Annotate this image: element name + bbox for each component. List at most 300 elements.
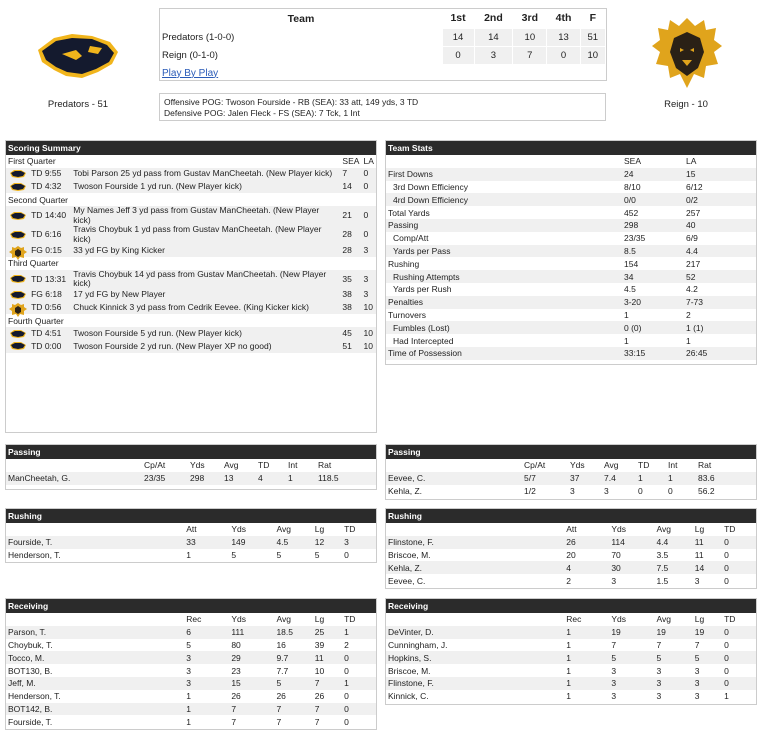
passing-col-header: TD: [258, 460, 270, 471]
play-time: 6:18: [45, 289, 62, 300]
team-stat-la: 7-73: [684, 296, 756, 309]
rushing-player-row: [386, 574, 756, 587]
receiving-stat-cell: 39: [314, 639, 325, 650]
scoreboard-row-away: [160, 46, 606, 64]
team-stat-la: 52: [684, 270, 756, 283]
play-type: FG: [31, 289, 43, 300]
receiving-stat-cell: 5: [274, 677, 312, 690]
play-type-time: [29, 270, 71, 289]
receiving-stat-cell: 3: [693, 677, 722, 690]
team-stat-sea: 8.5: [622, 245, 684, 258]
team-stat-la: 6/9: [686, 233, 698, 244]
receiving-player-row: [386, 626, 756, 639]
team-stats-table: [386, 155, 756, 360]
receiving-col-header: Rec: [186, 614, 202, 625]
offensive-pog: Offensive POG: Twoson Fourside - RB (SEA): 33 att, 149 yds, 3 TD: [164, 97, 419, 107]
passing-stat-cell: 4: [256, 472, 286, 485]
play-sea-score: 38: [340, 302, 361, 315]
receiving-stat-cell: 3: [656, 691, 662, 702]
receiving-stat-cell: 18.5: [274, 626, 312, 639]
rushing-home-table: [6, 523, 376, 561]
receiving-stat-cell: 1: [566, 639, 571, 650]
receiving-away-panel: [385, 598, 757, 705]
play-description: Twoson Fourside 5 yd run. (New Player kick): [71, 327, 340, 340]
player-name: Eevee, C.: [386, 472, 522, 485]
team-stat-la: 217: [686, 258, 701, 269]
receiving-stat-cell: 1: [564, 651, 609, 664]
player-name: Fourside, T.: [6, 536, 184, 549]
rushing-col-header: Yds: [611, 524, 626, 535]
play-type-time: [29, 206, 71, 225]
receiving-col-header: Lg: [314, 614, 325, 625]
rushing-stat-cell: 114: [609, 536, 654, 549]
team-stat-la: 26:45: [684, 347, 756, 360]
team-icon-cell: [6, 244, 29, 257]
rushing-stat-cell: 0: [722, 536, 756, 549]
team-stat-row: [386, 168, 756, 181]
receiving-stat-cell: 25: [313, 626, 342, 639]
play-time: 4:32: [44, 181, 62, 192]
play-la-score: 10: [362, 302, 377, 315]
receiving-player-row: [6, 690, 376, 703]
passing-home-title: Passing: [6, 445, 376, 459]
rushing-col-header: TD: [344, 524, 356, 535]
rushing-stat-cell: 5: [314, 549, 320, 560]
receiving-stat-cell: 19: [609, 626, 654, 639]
play-la-score: 10: [362, 340, 377, 353]
receiving-stat-cell: 0: [722, 651, 756, 664]
team-icon-cell: [6, 302, 29, 315]
receiving-stat-cell: 80: [231, 639, 241, 650]
player-name: ManCheetah, G.: [6, 472, 142, 485]
receiving-stat-cell: 0: [344, 691, 349, 702]
passing-stat-cell: 37: [568, 472, 602, 485]
receiving-stat-cell: 7: [274, 703, 312, 716]
team-stat-sea: 1: [624, 335, 629, 346]
receiving-header-row: [386, 613, 756, 626]
team-stat-la: 15: [684, 168, 756, 181]
rushing-stat-cell: 12: [313, 536, 342, 549]
team-stat-row: [386, 193, 756, 206]
passing-stat-cell: 1/2: [524, 485, 536, 496]
receiving-col-header: Rec: [566, 614, 582, 625]
passing-col-header: TD: [638, 460, 650, 471]
receiving-player-row: [6, 639, 376, 652]
passing-away-table: [386, 459, 756, 497]
play-type-time: [29, 302, 71, 315]
scoring-summary-table: [6, 155, 376, 353]
play-type-time: [29, 181, 71, 194]
scoreboard-cell: 10: [513, 28, 547, 46]
team-stat-sea: 23/35: [624, 233, 646, 244]
play-la-score: 10: [362, 327, 377, 340]
team-stat-sea: 0/0: [622, 193, 684, 206]
team-stat-label: Penalties: [386, 296, 622, 309]
player-name: BOT142, B.: [6, 703, 184, 716]
rushing-stat-cell: 0: [724, 575, 729, 586]
receiving-home-title: Receiving: [6, 599, 376, 613]
rushing-header-row: [6, 523, 376, 536]
rushing-col-header: Avg: [276, 524, 291, 535]
team-icon-cell: [6, 168, 29, 181]
rushing-stat-cell: 149: [229, 536, 274, 549]
rushing-col-header: Yds: [231, 524, 246, 535]
rushing-stat-cell: 4: [564, 561, 609, 574]
team-stat-la: 2: [686, 309, 691, 320]
rushing-col-header: Att: [186, 524, 197, 535]
play-sea-score: 21: [340, 206, 361, 225]
receiving-player-row: [6, 626, 376, 639]
receiving-col-header: TD: [344, 614, 356, 625]
play-description: 33 yd FG by King Kicker: [71, 244, 340, 257]
team-stat-sea: 33:15: [622, 347, 684, 360]
rushing-stat-cell: 26: [564, 536, 609, 549]
receiving-stat-cell: 1: [186, 691, 191, 702]
play-by-play-link[interactable]: Play By Play: [162, 67, 219, 79]
passing-header-row: [6, 459, 376, 472]
scoreboard-cell: 51: [580, 28, 605, 46]
passing-header-row: [386, 459, 756, 472]
play-time: 0:56: [44, 302, 62, 313]
team-stat-label: First Downs: [386, 168, 622, 181]
receiving-stat-cell: 0: [724, 639, 729, 650]
scoreboard-header-team: Team: [287, 12, 315, 25]
play-description: Chuck Kinnick 3 yd pass from Cedrik Eevee. (King Kicker kick): [71, 302, 340, 315]
receiving-stat-cell: 29: [229, 651, 274, 664]
team-stat-sea: 1: [624, 309, 629, 320]
receiving-player-row: [386, 651, 756, 664]
scoreboard-cell: 10: [580, 46, 605, 64]
receiving-stat-cell: 2: [344, 639, 349, 650]
rushing-col-header: Lg: [694, 524, 705, 535]
play-sea-score: 28: [340, 225, 361, 244]
rushing-col-header: Lg: [314, 524, 325, 535]
play-type-time: [29, 289, 71, 302]
team-stat-sea: 298: [622, 219, 684, 232]
scoreboard-header-3rd: 3rd: [521, 12, 538, 25]
panther-logo-icon: [9, 169, 27, 179]
rushing-stat-cell: 3: [694, 575, 700, 586]
receiving-stat-cell: 3: [609, 677, 654, 690]
scoreboard-cell: 3: [474, 46, 513, 64]
receiving-player-row: [6, 703, 376, 716]
defensive-pog: Defensive POG: Jalen Fleck - FS (SEA): 7 Tck, 1 Int: [164, 108, 360, 118]
play-description: 17 yd FG by New Player: [71, 289, 340, 302]
play-time: 4:51: [44, 327, 62, 338]
quarter-header-row: [6, 155, 376, 168]
scoring-play-row: [6, 181, 376, 194]
rushing-header-row: [386, 523, 756, 536]
player-name: Cunningham, J.: [388, 639, 448, 650]
scoring-play-row: [6, 168, 376, 181]
receiving-stat-cell: 5: [693, 651, 722, 664]
passing-home-panel: [5, 444, 377, 490]
player-name: Briscoe, M.: [388, 549, 431, 560]
team-stat-label: Turnovers: [388, 309, 426, 320]
receiving-player-row: [6, 677, 376, 690]
rushing-player-row: [6, 536, 376, 549]
receiving-stat-cell: 5: [186, 639, 191, 650]
team-stat-sea: 8/10: [624, 181, 641, 192]
scoreboard-cell: 13: [547, 28, 580, 46]
play-type: TD: [31, 302, 43, 313]
receiving-player-row: [386, 639, 756, 652]
rushing-stat-cell: 1.5: [656, 575, 669, 586]
play-sea-score: 35: [340, 270, 361, 289]
team-stat-row: [386, 181, 756, 194]
receiving-col-header: Avg: [276, 614, 291, 625]
receiving-stat-cell: 1: [342, 677, 376, 690]
panther-logo-icon: [9, 274, 27, 284]
team-stat-row: [386, 257, 756, 270]
rushing-player-row: [386, 561, 756, 574]
rushing-stat-cell: 14: [693, 561, 722, 574]
col-la-header: LA: [686, 156, 697, 167]
passing-col-header: Avg: [224, 460, 239, 471]
team-icon-cell: [6, 225, 29, 244]
play-la-score: 0: [362, 225, 377, 244]
team-icon-cell: [6, 270, 29, 289]
team-stat-label: Rushing: [388, 258, 420, 269]
receiving-player-row: [386, 677, 756, 690]
player-name: Eevee, C.: [388, 575, 426, 586]
receiving-stat-cell: 1: [184, 703, 229, 716]
team-stat-label: Total Yards: [388, 207, 430, 218]
team-stats-panel: [385, 140, 757, 365]
player-name: Hopkins, S.: [386, 651, 564, 664]
scoring-play-row: [6, 270, 376, 289]
passing-col-header: Int: [288, 460, 298, 471]
receiving-stat-cell: 1: [724, 691, 729, 702]
player-name: Jeff, M.: [6, 677, 184, 690]
rushing-stat-cell: 0: [724, 549, 729, 560]
play-description: Twoson Fourside 2 yd run. (New Player XP no good): [71, 340, 340, 353]
play-sea-score: 14: [340, 181, 361, 194]
play-description: Travis Choybuk 1 yd pass from Gustav ManCheetah. (New Player kick): [71, 225, 340, 244]
receiving-player-row: [6, 664, 376, 677]
panther-logo-icon: [9, 211, 27, 221]
play-time: 6:16: [44, 228, 62, 239]
rushing-player-row: [6, 549, 376, 562]
play-type: TD: [31, 228, 43, 239]
receiving-col-header: TD: [724, 614, 736, 625]
rushing-stat-cell: 2: [566, 575, 571, 586]
passing-stat-cell: 7.4: [602, 472, 636, 485]
play-la-score: 0: [362, 181, 377, 194]
receiving-stat-cell: 5: [609, 651, 654, 664]
scoring-play-row: [6, 327, 376, 340]
lion-logo-icon: [9, 246, 27, 256]
receiving-stat-cell: 3: [611, 691, 617, 702]
play-type: TD: [31, 209, 43, 220]
scoring-summary-title: Scoring Summary: [6, 141, 376, 155]
team-stat-row: [386, 334, 756, 347]
team-stat-la: 1: [686, 335, 691, 346]
rushing-stat-cell: 4.4: [654, 536, 692, 549]
team-stat-label: Yards per Rush: [393, 284, 452, 295]
team-stat-label: Fumbles (Lost): [386, 321, 622, 334]
passing-col-header: Cp/At: [524, 460, 546, 471]
team-icon-cell: [6, 181, 29, 194]
play-type-time: [29, 168, 71, 181]
passing-col-header: Rat: [698, 460, 712, 471]
rushing-col-header: Avg: [656, 524, 671, 535]
player-name: Henderson, T.: [8, 549, 61, 560]
passing-stat-cell: 3: [570, 485, 575, 496]
receiving-away-table: [386, 613, 756, 703]
passing-stat-cell: 1: [666, 472, 696, 485]
receiving-stat-cell: 1: [566, 691, 571, 702]
team-stat-row: [386, 309, 756, 322]
receiving-stat-cell: 19: [654, 626, 692, 639]
scoreboard-row-home: [160, 28, 606, 46]
passing-stat-cell: 1: [286, 472, 316, 485]
team-icon-cell: [6, 206, 29, 225]
play-description: My Names Jeff 3 yd pass from Gustav ManCheetah. (New Player kick): [71, 206, 340, 225]
rushing-stat-cell: 33: [184, 536, 229, 549]
passing-col-header: Avg: [604, 460, 619, 471]
rushing-away-panel: [385, 508, 757, 589]
receiving-player-row: [6, 715, 376, 728]
team-stat-row: [386, 321, 756, 334]
team-stat-label: Had Intercepted: [393, 335, 454, 346]
receiving-stat-cell: 0: [344, 716, 349, 727]
receiving-stat-cell: 0: [344, 665, 349, 676]
play-description: Twoson Fourside 1 yd run. (New Player kick): [71, 181, 340, 194]
rushing-home-title: Rushing: [6, 509, 376, 523]
panther-logo-icon: [9, 290, 27, 300]
rushing-stat-cell: 4.5: [274, 536, 312, 549]
passing-col-header: Cp/At: [144, 460, 166, 471]
scoreboard-cell: 0: [442, 46, 474, 64]
play-sea-score: 7: [340, 168, 361, 181]
scoreboard-cell: 7: [513, 46, 547, 64]
receiving-player-row: [6, 651, 376, 664]
receiving-stat-cell: 3: [611, 665, 617, 676]
team-stat-label: 3rd Down Efficiency: [393, 181, 468, 192]
receiving-col-header: Yds: [611, 614, 626, 625]
rushing-stat-cell: 5: [231, 549, 237, 560]
receiving-stat-cell: 1: [564, 677, 609, 690]
passing-player-row: [386, 472, 756, 485]
receiving-stat-cell: 3: [694, 691, 700, 702]
play-time: 0:15: [45, 244, 62, 255]
receiving-header-row: [6, 613, 376, 626]
receiving-stat-cell: 7: [231, 716, 237, 727]
team-stat-row: [386, 270, 756, 283]
lion-logo-icon: [9, 303, 27, 313]
rushing-stat-cell: 0: [722, 561, 756, 574]
team-stats-header-row: [386, 155, 756, 168]
away-logo: [648, 16, 726, 92]
play-type-time: [29, 225, 71, 244]
passing-stat-cell: 56.2: [698, 485, 715, 496]
receiving-stat-cell: 0: [724, 665, 729, 676]
team-stat-label: Yards per Pass: [386, 245, 622, 258]
team-icon-cell: [6, 327, 29, 340]
receiving-stat-cell: 7: [313, 703, 342, 716]
passing-stat-cell: 3: [604, 485, 609, 496]
play-type-time: [29, 340, 71, 353]
scoring-play-row: [6, 206, 376, 225]
receiving-stat-cell: 3: [184, 677, 229, 690]
player-of-game-box: [159, 93, 606, 121]
player-name: Choybuk, T.: [8, 639, 53, 650]
receiving-stat-cell: 3: [656, 665, 662, 676]
lion-logo-icon: [648, 16, 726, 92]
player-name: Henderson, T.: [8, 691, 61, 702]
quarter-label: Second Quarter: [6, 193, 71, 206]
team-stat-la: 1 (1): [684, 321, 756, 334]
team-stat-sea: 0 (0): [622, 321, 684, 334]
receiving-stat-cell: 26: [314, 691, 325, 702]
team-stat-la: 4.2: [686, 284, 698, 295]
scoreboard-team-name: Predators (1-0-0): [162, 31, 235, 43]
play-type: TD: [31, 340, 43, 351]
scoreboard-cell: 0: [547, 46, 580, 64]
team-stats-title: Team Stats: [386, 141, 756, 155]
rushing-col-header: Att: [566, 524, 577, 535]
receiving-player-row: [386, 664, 756, 677]
rushing-away-title: Rushing: [386, 509, 756, 523]
receiving-stat-cell: 1: [566, 665, 571, 676]
rushing-stat-cell: 30: [609, 561, 654, 574]
scoreboard-header-final: F: [589, 12, 596, 25]
rushing-away-table: [386, 523, 756, 587]
quarter-header-row: [6, 314, 376, 327]
receiving-stat-cell: 19: [693, 626, 722, 639]
passing-player-row: [6, 472, 376, 485]
play-sea-score: 51: [340, 340, 361, 353]
col-sea-header: SEA: [340, 155, 361, 168]
passing-away-panel: [385, 444, 757, 500]
play-la-score: 3: [362, 270, 377, 289]
passing-stat-cell: 0: [668, 485, 673, 496]
rushing-player-row: [386, 549, 756, 562]
scoring-play-row: [6, 302, 376, 315]
play-description: Tobi Parson 25 yd pass from Gustav ManCheetah. (New Player kick): [71, 168, 340, 181]
receiving-stat-cell: 16: [276, 639, 286, 650]
team-icon-cell: [6, 340, 29, 353]
team-stat-label: Rushing Attempts: [386, 270, 622, 283]
team-stat-row: [386, 296, 756, 309]
receiving-home-panel: [5, 598, 377, 730]
scoring-summary-panel: [5, 140, 377, 433]
receiving-stat-cell: 26: [276, 691, 286, 702]
rushing-stat-cell: 0: [344, 549, 349, 560]
receiving-stat-cell: 3: [186, 665, 191, 676]
scoreboard: [159, 8, 607, 81]
passing-away-title: Passing: [386, 445, 756, 459]
rushing-stat-cell: 3: [611, 575, 617, 586]
scoreboard-header-4th: 4th: [555, 12, 572, 25]
player-name: Flinstone, F.: [386, 536, 564, 549]
quarter-label: First Quarter: [6, 155, 71, 168]
spacer: [71, 257, 340, 270]
scoring-play-row: [6, 289, 376, 302]
receiving-player-row: [386, 690, 756, 703]
rushing-stat-cell: 20: [566, 549, 576, 560]
play-la-score: 3: [362, 289, 377, 302]
play-sea-score: 38: [340, 289, 361, 302]
play-sea-score: 45: [340, 327, 361, 340]
team-stat-label: Passing: [386, 219, 622, 232]
scoreboard-header-1st: 1st: [450, 12, 466, 25]
receiving-stat-cell: 111: [229, 626, 274, 639]
play-type-time: [29, 244, 71, 257]
team-stat-label: Comp/Att: [393, 233, 429, 244]
team-stat-row: [386, 283, 756, 296]
